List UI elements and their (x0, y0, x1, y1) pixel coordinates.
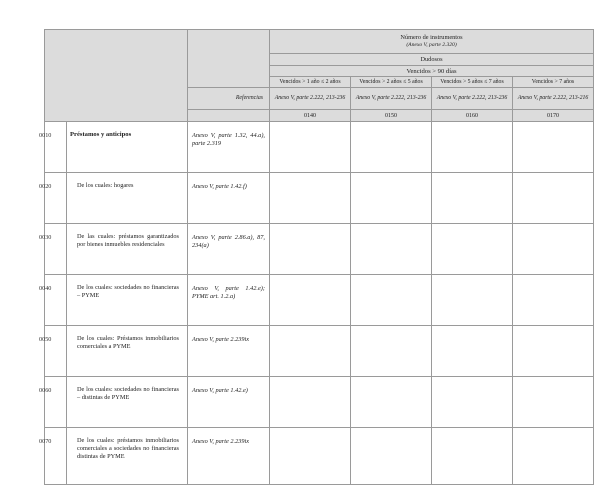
column-reference: Anexo V, parte 2.222, 213-236 (270, 88, 351, 110)
blank-ref-cell (188, 30, 270, 88)
data-cell[interactable] (513, 173, 594, 224)
column-header: Vencidos > 5 años ≤ 7 años (432, 77, 513, 88)
data-cell[interactable] (513, 377, 594, 428)
row-label: De los cuales: sociedades no financieras – PYME (67, 275, 188, 326)
row-reference: Anexo V, parte 1.42.e) (188, 377, 270, 428)
data-cell[interactable] (513, 275, 594, 326)
row-reference: Anexo V, parte 2.86.a), 87, 234(a) (188, 224, 270, 275)
row-label: De los cuales: hogares (67, 173, 188, 224)
header-row-instruments (45, 30, 594, 54)
data-cell[interactable] (432, 224, 513, 275)
column-reference: Anexo V, parte 2.222, 213-236 (432, 88, 513, 110)
row-label: De los cuales: Préstamos inmobiliarios comerciales a PYME (67, 326, 188, 377)
instruments-header (270, 30, 594, 54)
data-cell[interactable] (351, 377, 432, 428)
data-cell[interactable] (351, 173, 432, 224)
row-label: De los cuales: préstamos inmobiliarios comerciales a sociedades no financieras distintas de PYME (67, 428, 188, 485)
data-cell[interactable] (270, 275, 351, 326)
row-code: 0040 (45, 275, 67, 326)
column-code: 0160 (432, 110, 513, 122)
data-cell[interactable] (270, 326, 351, 377)
blank-corner-cell (45, 30, 188, 122)
table-row (45, 122, 594, 173)
column-header: Vencidos > 2 años ≤ 5 años (351, 77, 432, 88)
row-code: 0070 (45, 428, 67, 485)
column-code: 0170 (513, 110, 594, 122)
data-cell[interactable] (270, 173, 351, 224)
data-cell[interactable] (351, 275, 432, 326)
row-reference: Anexo V, parte 2.239ix (188, 428, 270, 485)
data-cell[interactable] (351, 326, 432, 377)
column-header: Vencidos > 7 años (513, 77, 594, 88)
dudosos-header: Dudosos (270, 54, 594, 66)
row-code: 0060 (45, 377, 67, 428)
finrep-template-table (39, 29, 594, 485)
table-row (45, 224, 594, 275)
column-code: 0140 (270, 110, 351, 122)
column-code: 0150 (351, 110, 432, 122)
table-row (45, 428, 594, 485)
data-cell[interactable] (270, 122, 351, 173)
data-cell[interactable] (432, 377, 513, 428)
row-reference: Anexo V, parte 2.239ix (188, 326, 270, 377)
data-cell[interactable] (513, 224, 594, 275)
table-row (45, 326, 594, 377)
row-code: 0050 (45, 326, 67, 377)
column-reference: Anexo V, parte 2.222, 213-216 (513, 88, 594, 110)
data-cell[interactable] (432, 173, 513, 224)
row-reference: Anexo V, parte 1.32, 44.a), parte 2.319 (188, 122, 270, 173)
row-code: 0020 (45, 173, 67, 224)
data-cell[interactable] (270, 428, 351, 485)
data-cell[interactable] (432, 428, 513, 485)
data-cell[interactable] (351, 428, 432, 485)
instruments-title: Número de instrumentos (400, 34, 463, 41)
table-row (45, 377, 594, 428)
vencidos-header: Vencidos > 90 días (270, 66, 594, 77)
row-code: 0010 (45, 122, 67, 173)
data-cell[interactable] (432, 275, 513, 326)
table-row (45, 173, 594, 224)
row-label: De los cuales: sociedades no financieras – distintas de PYME (67, 377, 188, 428)
data-cell[interactable] (432, 326, 513, 377)
data-cell[interactable] (513, 428, 594, 485)
column-header: Vencidos > 1 año ≤ 2 años (270, 77, 351, 88)
referencias-label: Referencias (188, 88, 270, 110)
table-row (45, 275, 594, 326)
instruments-subtitle: (Anexo V, parte 2.320) (406, 41, 457, 48)
blank-code-ref-cell (188, 110, 270, 122)
data-cell[interactable] (351, 122, 432, 173)
data-cell[interactable] (351, 224, 432, 275)
row-code: 0030 (45, 224, 67, 275)
row-reference: Anexo V, parte 1.42.e); PYME art. 1.2.a) (188, 275, 270, 326)
column-reference: Anexo V, parte 2.222, 213-236 (351, 88, 432, 110)
row-label: Préstamos y anticipos (67, 122, 188, 173)
data-cell[interactable] (270, 377, 351, 428)
data-cell[interactable] (513, 326, 594, 377)
row-label: De las cuales: préstamos garantizados por bienes inmuebles residenciales (67, 224, 188, 275)
data-cell[interactable] (513, 122, 594, 173)
data-cell[interactable] (270, 224, 351, 275)
data-cell[interactable] (432, 122, 513, 173)
row-reference: Anexo V, parte 1.42.f) (188, 173, 270, 224)
